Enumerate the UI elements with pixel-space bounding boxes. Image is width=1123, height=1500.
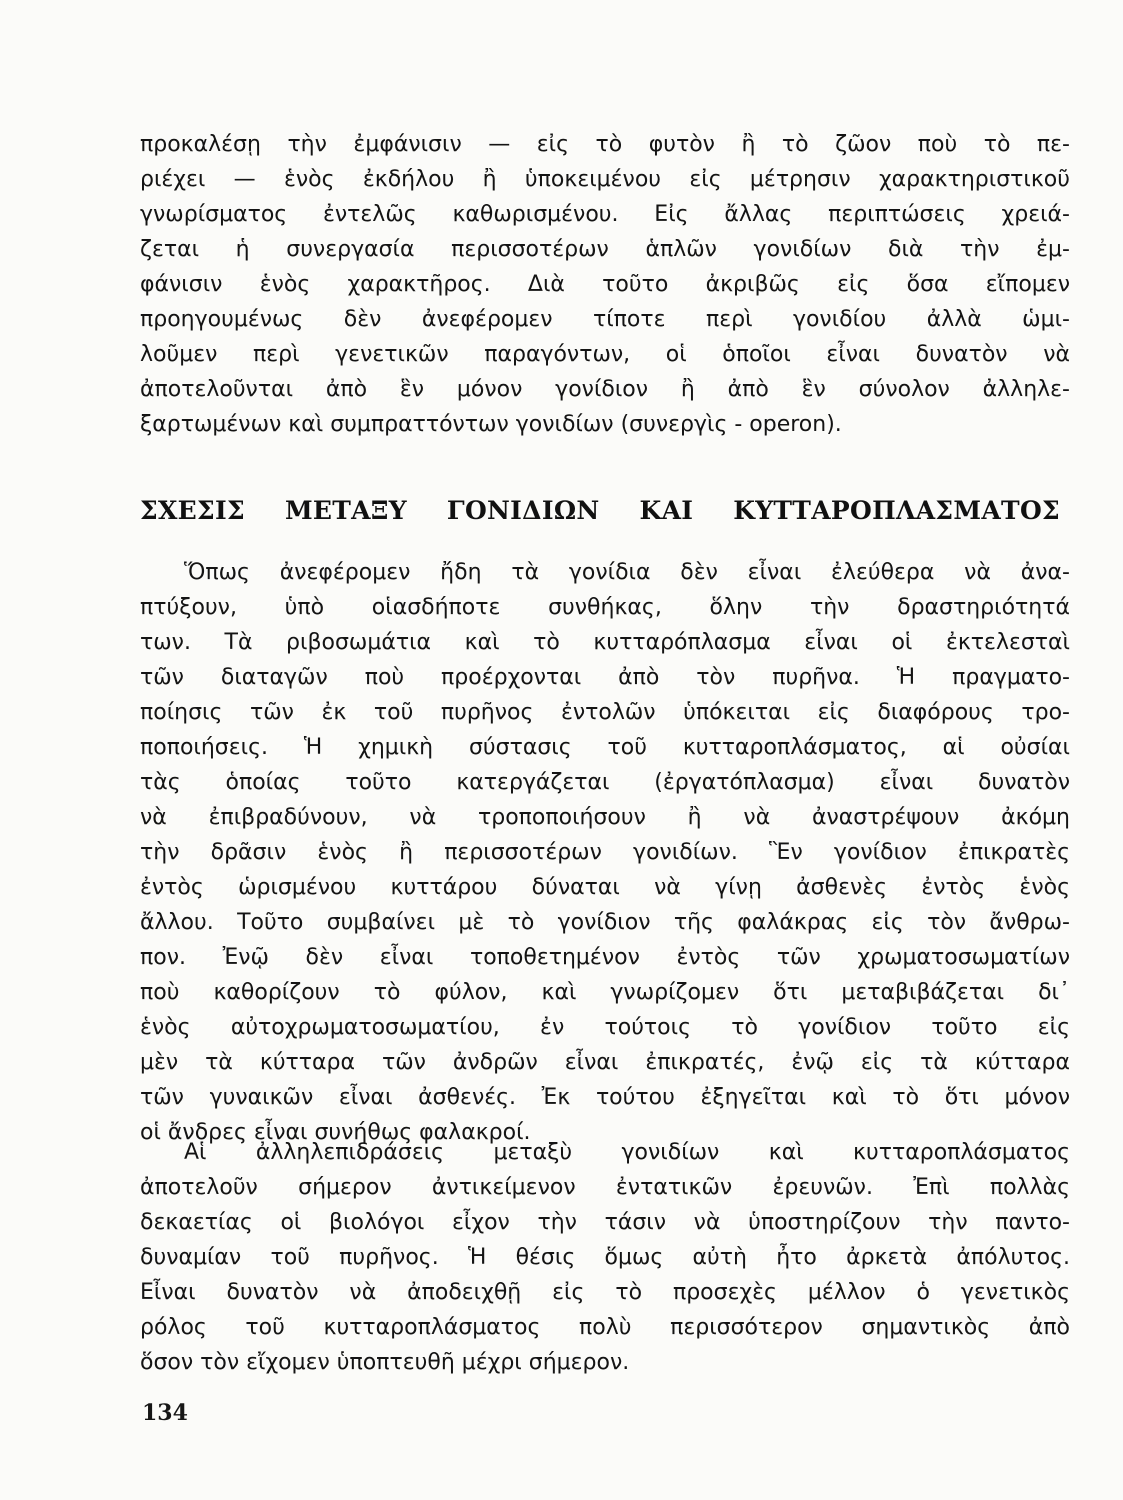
text-line: ξαρτωμένων καὶ συμπραττόντων γονιδίων (συνεργὶς - operon). bbox=[140, 412, 842, 437]
paragraph-3 bbox=[140, 1135, 1070, 1380]
text-line: δεκαετίας οἱ βιολόγοι εἶχον τὴν τάσιν νὰ ὑποστηρίζουν τὴν παντο- bbox=[140, 1210, 1070, 1235]
text-line: ἀποτελοῦνται ἀπὸ ἓν μόνον γονίδιον ἢ ἀπὸ ἓν σύνολον ἀλληλε- bbox=[140, 377, 1070, 402]
section-heading: ΣΧΕΣΙΣ ΜΕΤΑΞΥ ΓΟΝΙΔΙΩΝ ΚΑΙ ΚΥΤΤΑΡΟΠΛΑΣΜΑΤΟΣ bbox=[140, 496, 1060, 525]
page-number: 134 bbox=[142, 1400, 188, 1426]
text-line: ἀποτελοῦν σήμερον ἀντικείμενον ἐντατικῶν ἐρευνῶν. Ἐπὶ πολλὰς bbox=[140, 1175, 1070, 1200]
paragraph-1 bbox=[140, 127, 1070, 442]
text-line: τὴν δρᾶσιν ἑνὸς ἢ περισσοτέρων γονιδίων. Ἓν γονίδιον ἐπικρατὲς bbox=[140, 840, 1070, 865]
text-line: ἄλλου. Τοῦτο συμβαίνει μὲ τὸ γονίδιον τῆς φαλάκρας εἰς τὸν ἄνθρω- bbox=[140, 910, 1070, 935]
text-line: ρόλος τοῦ κυτταροπλάσματος πολὺ περισσότερον σημαντικὸς ἀπὸ bbox=[140, 1315, 1070, 1340]
text-line: γνωρίσματος ἐντελῶς καθωρισμένου. Εἰς ἄλλας περιπτώσεις χρειά- bbox=[140, 202, 1070, 227]
text-line: Εἶναι δυνατὸν νὰ ἀποδειχθῇ εἰς τὸ προσεχὲς μέλλον ὁ γενετικὸς bbox=[140, 1280, 1070, 1305]
text-line: τῶν γυναικῶν εἶναι ἀσθενές. Ἐκ τούτου ἐξηγεῖται καὶ τὸ ὅτι μόνον bbox=[140, 1085, 1070, 1110]
text-line: ἑνὸς αὐτοχρωματοσωματίου, ἐν τούτοις τὸ γονίδιον τοῦτο εἰς bbox=[140, 1015, 1070, 1040]
text-line: Ὅπως ἀνεφέρομεν ἤδη τὰ γονίδια δὲν εἶναι ἐλεύθερα νὰ ἀνα- bbox=[184, 560, 1070, 585]
text-line: μὲν τὰ κύτταρα τῶν ἀνδρῶν εἶναι ἐπικρατές, ἐνῷ εἰς τὰ κύτταρα bbox=[140, 1050, 1070, 1075]
paragraph-2 bbox=[140, 555, 1070, 1150]
text-line: Αἱ ἀλληλεπιδράσεις μεταξὺ γονιδίων καὶ κυτταροπλάσματος bbox=[184, 1140, 1070, 1165]
text-line: ζεται ἡ συνεργασία περισσοτέρων ἁπλῶν γονιδίων διὰ τὴν ἐμ- bbox=[140, 237, 1070, 262]
text-line: ὅσον τὸν εἴχομεν ὑποπτευθῆ μέχρι σήμερον. bbox=[140, 1350, 630, 1375]
text-line: νὰ ἐπιβραδύνουν, νὰ τροποποιήσουν ἢ νὰ ἀναστρέψουν ἀκόμη bbox=[140, 805, 1070, 830]
text-line: ἐντὸς ὡρισμένου κυττάρου δύναται νὰ γίνῃ ἀσθενὲς ἐντὸς ἑνὸς bbox=[140, 875, 1070, 900]
text-line: προκαλέσῃ τὴν ἐμφάνισιν — εἰς τὸ φυτὸν ἢ τὸ ζῶον ποὺ τὸ πε- bbox=[140, 132, 1070, 157]
text-line: τὰς ὁποίας τοῦτο κατεργάζεται (ἐργατόπλασμα) εἶναι δυνατὸν bbox=[140, 770, 1070, 795]
text-line: τῶν διαταγῶν ποὺ προέρχονται ἀπὸ τὸν πυρῆνα. Ἡ πραγματο- bbox=[140, 665, 1070, 690]
text-line: λοῦμεν περὶ γενετικῶν παραγόντων, οἱ ὁποῖοι εἶναι δυνατὸν νὰ bbox=[140, 342, 1070, 367]
text-line: ποὺ καθορίζουν τὸ φύλον, καὶ γνωρίζομεν ὅτι μεταβιβάζεται δι᾽ bbox=[140, 980, 1070, 1005]
text-line: ριέχει — ἑνὸς ἐκδήλου ἢ ὑποκειμένου εἰς μέτρησιν χαρακτηριστικοῦ bbox=[140, 167, 1070, 192]
text-line: φάνισιν ἑνὸς χαρακτῆρος. Διὰ τοῦτο ἀκριβῶς εἰς ὅσα εἴπομεν bbox=[140, 272, 1070, 297]
text-line: προηγουμένως δὲν ἀνεφέρομεν τίποτε περὶ γονιδίου ἀλλὰ ὡμι- bbox=[140, 307, 1070, 332]
text-line: ποίησις τῶν ἐκ τοῦ πυρῆνος ἐντολῶν ὑπόκειται εἰς διαφόρους τρο- bbox=[140, 700, 1070, 725]
text-line: πτύξουν, ὑπὸ οἱασδήποτε συνθήκας, ὅλην τὴν δραστηριότητά bbox=[140, 595, 1070, 620]
text-line: των. Τὰ ριβοσωμάτια καὶ τὸ κυτταρόπλασμα εἶναι οἱ ἐκτελεσταὶ bbox=[140, 630, 1070, 655]
text-line: ποποιήσεις. Ἡ χημικὴ σύστασις τοῦ κυτταροπλάσματος, αἱ οὐσίαι bbox=[140, 735, 1070, 760]
text-line: δυναμίαν τοῦ πυρῆνος. Ἡ θέσις ὅμως αὐτὴ ἦτο ἀρκετὰ ἀπόλυτος. bbox=[140, 1245, 1070, 1270]
text-line: οἱ ἄνδρες εἶναι συνήθως φαλακροί. bbox=[140, 1120, 531, 1145]
text-line: πον. Ἐνῷ δὲν εἶναι τοποθετημένον ἐντὸς τῶν χρωματοσωματίων bbox=[140, 945, 1070, 970]
